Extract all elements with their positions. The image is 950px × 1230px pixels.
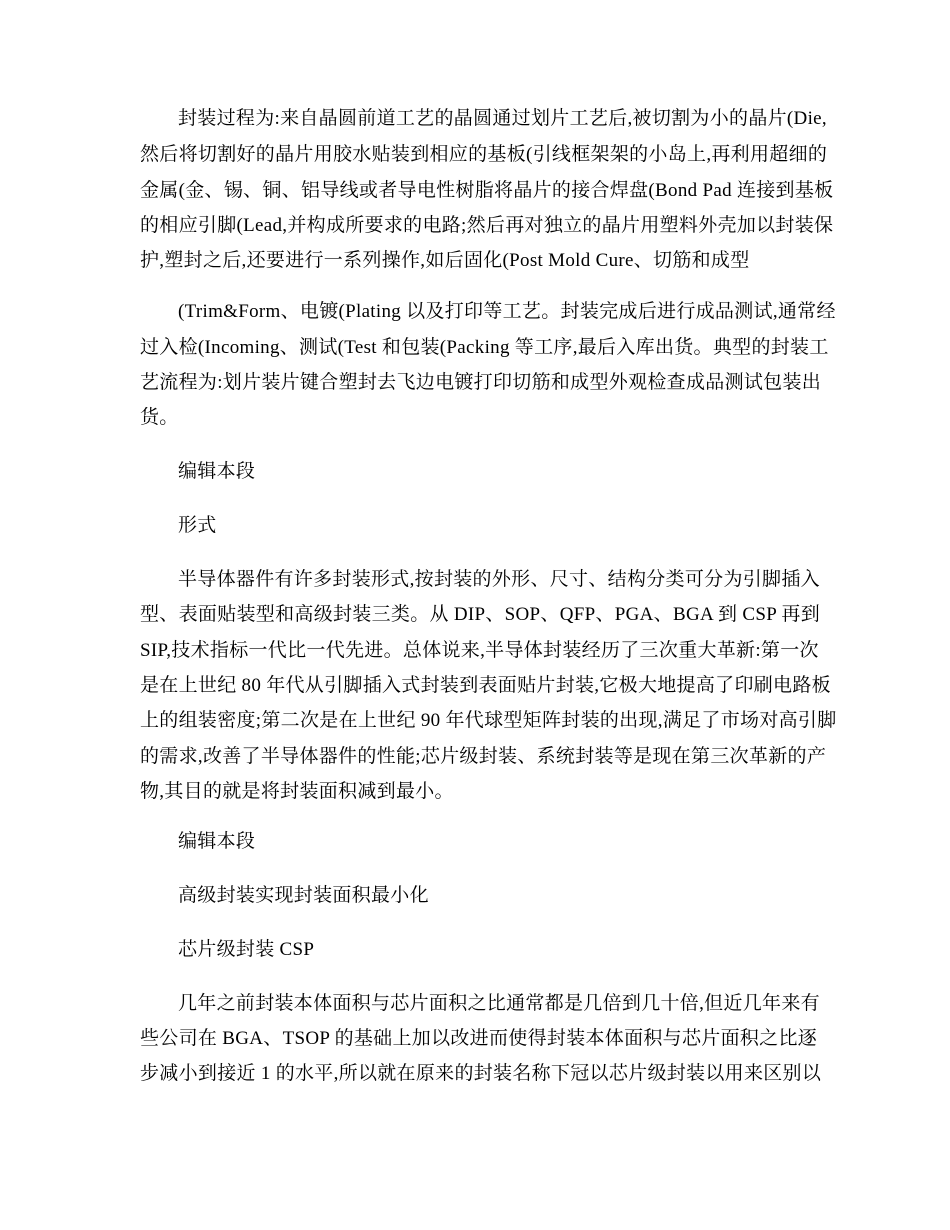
paragraph-2-line-2: 过入检(Incoming、测试(Test 和包装(Packing 等工序,最后入库出货。典型的封装工 (140, 337, 829, 358)
paragraph-1-line-4: 的相应引脚(Lead,并构成所要求的电路;然后再对独立的晶片用塑料外壳加以封装保 (140, 215, 834, 236)
paragraph-4-line-1: 几年之前封装本体面积与芯片面积之比通常都是几倍到几十倍,但近几年来有 (178, 993, 820, 1014)
section-heading-advanced-packaging: 高级封装实现封装面积最小化 (178, 885, 429, 906)
paragraph-2-line-3: 艺流程为:划片装片键合塑封去飞边电镀打印切筋和成型外观检查成品测试包装出 (140, 372, 822, 393)
paragraph-3-line-4: 是在上世纪 80 年代从引脚插入式封装到表面贴片封装,它极大地提高了印刷电路板 (140, 675, 831, 696)
paragraph-3-line-6: 的需求,改善了半导体器件的性能;芯片级封装、系统封装等是现在第三次革新的产 (140, 746, 827, 767)
paragraph-2-line-4: 货。 (140, 407, 179, 428)
paragraph-1-line-1: 封装过程为:来自晶圆前道工艺的晶圆通过划片工艺后,被切割为小的晶片(Die, (178, 108, 827, 129)
section-heading-csp: 芯片级封装 CSP (178, 939, 315, 960)
section-heading-form: 形式 (178, 515, 217, 536)
edit-section-label: 编辑本段 (178, 461, 256, 482)
paragraph-1-line-5: 护,塑封之后,还要进行一系列操作,如后固化(Post Mold Cure、切筋和成型 (140, 250, 750, 271)
paragraph-1-line-2: 然后将切割好的晶片用胶水贴装到相应的基板(引线框架架的小岛上,再利用超细的 (140, 144, 828, 165)
edit-section-label: 编辑本段 (178, 831, 256, 852)
paragraph-3-line-3: SIP,技术指标一代比一代先进。总体说来,半导体封装经历了三次重大革新:第一次 (140, 640, 819, 661)
paragraph-1-line-3: 金属(金、锡、铜、铝导线或者导电性树脂将晶片的接合焊盘(Bond Pad 连接到基板 (140, 180, 834, 201)
paragraph-4-line-2: 些公司在 BGA、TSOP 的基础上加以改进而使得封装本体面积与芯片面积之比逐 (140, 1028, 818, 1049)
paragraph-3-line-5: 上的组装密度;第二次是在上世纪 90 年代球型矩阵封装的出现,满足了市场对高引脚 (140, 710, 837, 731)
paragraph-3-line-1: 半导体器件有许多封装形式,按封装的外形、尺寸、结构分类可分为引脚插入 (178, 569, 820, 590)
paragraph-3-line-7: 物,其目的就是将封装面积减到最小。 (140, 781, 454, 802)
paragraph-4-line-3: 步减小到接近 1 的水平,所以就在原来的封装名称下冠以芯片级封装以用来区别以 (140, 1063, 822, 1084)
paragraph-2-line-1: (Trim&Form、电镀(Plating 以及打印等工艺。封装完成后进行成品测试,通常经 (178, 301, 836, 322)
paragraph-3-line-2: 型、表面贴装型和高级封装三类。从 DIP、SOP、QFP、PGA、BGA 到 CSP 再到 (140, 604, 821, 625)
